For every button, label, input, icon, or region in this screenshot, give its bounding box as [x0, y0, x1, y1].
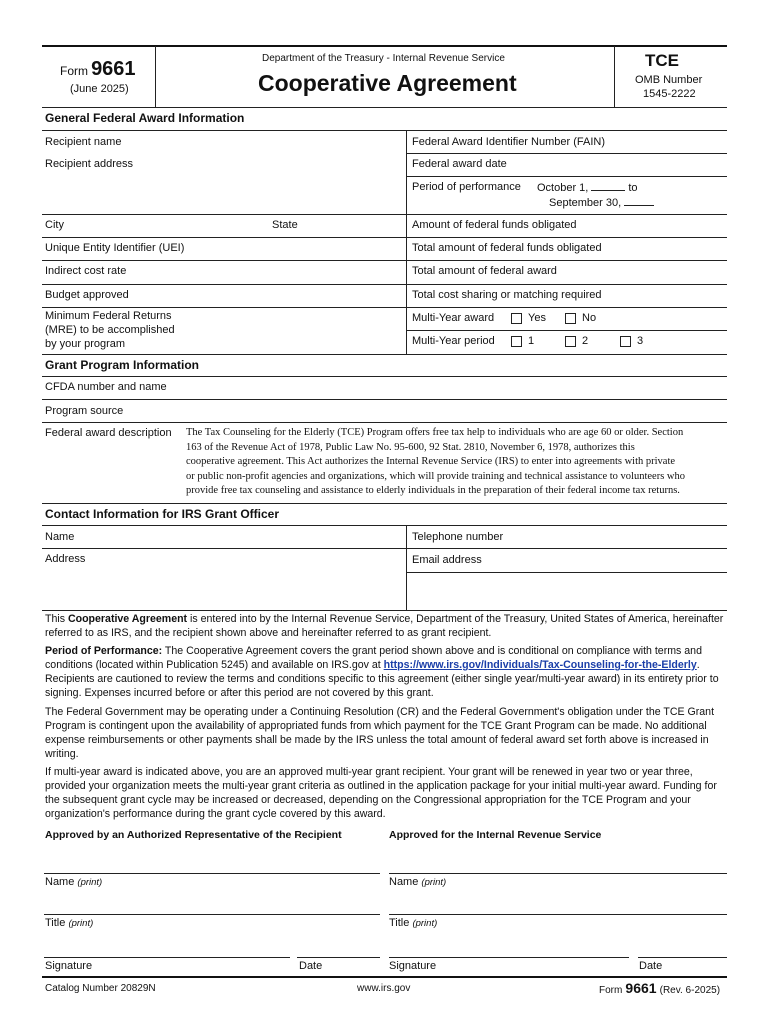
irs-date-caption: Date — [639, 960, 663, 972]
recipient-signature-caption: Signature — [45, 960, 93, 972]
rule — [42, 422, 727, 423]
recipient-approval-heading: Approved by an Authorized Representative of the Recipient — [45, 829, 342, 841]
rule — [42, 525, 727, 526]
no-label: No — [582, 312, 597, 324]
tce-program-link[interactable]: https://www.irs.gov/Individuals/Tax-Counseling-for-the-Elderly — [383, 659, 697, 671]
form-identifier — [60, 58, 136, 81]
period-label: Period of performance — [412, 181, 521, 193]
footer-form-id — [599, 980, 720, 996]
rule — [406, 153, 727, 154]
general-column-divider — [406, 130, 407, 354]
officer-address-field[interactable]: Address — [45, 553, 86, 565]
period-option-2[interactable] — [565, 335, 588, 347]
recipient-name-line[interactable] — [44, 873, 380, 874]
description-line: or public non-profit agencies and organizations, which will provide training and technical assistance to volunteers who — [186, 470, 686, 482]
form-number: 9661 — [91, 58, 136, 80]
rule — [406, 330, 727, 331]
continuing-resolution-paragraph: The Federal Government may be operating under a Continuing Resolution (CR) and the Federal Government's obligation under the TCE Grant Program is contingent upon the availability of appropriated funds from which payment for the TCE Grant Program can be made. No additional expense reimbursements or other payments shall be made by the IRS unless the total amount of federal award set forth above is increased in writing. — [45, 706, 715, 760]
irs-title-caption: Title (print) — [389, 917, 438, 929]
form-prefix: Form — [60, 64, 88, 78]
recipient-name-caption: Name (print) — [45, 876, 103, 888]
description-line: 163 of the Revenue Act of 1978, Public Law No. 95-600, 92 Stat. 2810, November 6, 1978, authorizes this — [186, 441, 635, 453]
period-start-text: October 1, — [537, 182, 589, 194]
contact-column-divider — [406, 525, 407, 610]
period-end-year-blank[interactable] — [624, 196, 654, 206]
header-bottom-rule — [42, 107, 727, 108]
header-divider-right — [614, 46, 615, 107]
footer-form-number: 9661 — [625, 980, 657, 996]
department-name: Department of the Treasury - Internal Revenue Service — [262, 53, 505, 64]
period-end-line — [549, 196, 657, 209]
period-end-text: September 30, — [549, 197, 622, 209]
rule — [42, 260, 727, 261]
recipient-date-caption: Date — [299, 960, 323, 972]
yes-checkbox[interactable] — [511, 313, 522, 324]
omb-number: 1545-2222 — [643, 88, 696, 100]
multiyear-award-label: Multi-Year award — [412, 312, 495, 324]
period-to-text: to — [628, 182, 638, 194]
form-date: (June 2025) — [70, 83, 129, 95]
rule — [406, 572, 727, 573]
period-3-checkbox[interactable] — [620, 336, 631, 347]
section-heading-grant: Grant Program Information — [45, 358, 200, 372]
cost-sharing-field[interactable]: Total cost sharing or matching required — [412, 289, 602, 301]
header-divider-left — [155, 46, 156, 107]
period-1-label: 1 — [528, 335, 535, 347]
irs-name-line[interactable] — [389, 873, 727, 874]
multiyear-yes-option[interactable] — [511, 312, 546, 324]
mre-field[interactable] — [45, 309, 175, 351]
program-code: TCE — [645, 51, 679, 70]
period-start-year-blank[interactable] — [591, 181, 625, 191]
footer-revision: (Rev. 6-2025) — [659, 985, 721, 996]
description-line: The Tax Counseling for the Elderly (TCE) Program offers free tax help to individuals who are age 60 or older. Section — [186, 427, 684, 438]
irs-signature-line[interactable] — [389, 957, 629, 958]
award-description-label: Federal award description — [45, 427, 172, 439]
footer-rule — [42, 976, 727, 978]
program-source-field[interactable]: Program source — [45, 405, 124, 417]
rule — [42, 354, 727, 355]
omb-label: OMB Number — [635, 74, 703, 86]
period-option-3[interactable] — [620, 335, 643, 347]
indirect-cost-field[interactable]: Indirect cost rate — [45, 265, 127, 277]
irs-signature-caption: Signature — [389, 960, 437, 972]
period-option-1[interactable] — [511, 335, 534, 347]
city-field[interactable]: City — [45, 219, 64, 231]
catalog-number: Catalog Number 20829N — [45, 983, 156, 994]
multiyear-paragraph: If multi-year award is indicated above, you are an approved multi-year grant recipient. Your grant will be renewed in year two or year three, provided your organization meets the multi-year grant criteria as outlined in the application package for your initial multi-year award. Funding for the subsequent grant cycle may be increased or decreased, depending on the Congressional appropriation for the TCE Program and your organization's performance during the grant cycle covered by this award. — [45, 766, 717, 820]
period-of-performance-paragraph: Period of Performance: The Cooperative Agreement covers the grant period shown above and is conditional on compliance with terms and conditions (located within Publication 5245) and available on IRS.gov at https://www.irs.gov/Individuals/Tax-Counseling-for-the-Elderly. Recipients are cautioned to review the terms and conditions specific to this agreement (either single year/multi-year award) in its entirety prior to signing. Expenses incurred before or after this period are not covered by this grant. — [45, 645, 719, 699]
recipient-name-field[interactable]: Recipient name — [45, 136, 122, 148]
total-obligated-field[interactable]: Total amount of federal funds obligated — [412, 242, 602, 254]
mre-label-line3: by your program — [45, 338, 126, 350]
mre-label-line2: (MRE) to be accomplished — [45, 324, 175, 336]
yes-label: Yes — [528, 312, 546, 324]
section-heading-general: General Federal Award Information — [45, 111, 245, 125]
period-1-checkbox[interactable] — [511, 336, 522, 347]
irs-name-caption: Name (print) — [389, 876, 447, 888]
rule — [406, 176, 727, 177]
rule — [42, 307, 727, 308]
section-heading-contact: Contact Information for IRS Grant Officer — [45, 507, 280, 521]
period-start-line — [537, 181, 638, 194]
rule — [42, 130, 727, 131]
officer-name-field[interactable]: Name — [45, 531, 75, 543]
period-3-label: 3 — [637, 335, 644, 347]
award-date-field[interactable]: Federal award date — [412, 158, 507, 170]
rule — [42, 376, 727, 377]
award-description-text — [186, 426, 731, 499]
multiyear-period-label: Multi-Year period — [412, 335, 495, 347]
multiyear-no-option[interactable] — [565, 312, 596, 324]
rule — [42, 237, 727, 238]
fain-field[interactable]: Federal Award Identifier Number (FAIN) — [412, 136, 605, 148]
period-2-label: 2 — [582, 335, 589, 347]
officer-telephone-field[interactable]: Telephone number — [412, 531, 504, 543]
irs-title-line[interactable] — [389, 914, 727, 915]
amount-obligated-field[interactable]: Amount of federal funds obligated — [412, 219, 577, 231]
budget-field[interactable]: Budget approved — [45, 289, 129, 301]
form-title: Cooperative Agreement — [258, 70, 517, 96]
rule — [42, 214, 727, 215]
footer-website: www.irs.gov — [357, 983, 411, 994]
recipient-address-field[interactable]: Recipient address — [45, 158, 134, 170]
rule — [42, 284, 727, 285]
recipient-date-line[interactable] — [297, 957, 380, 958]
officer-email-field[interactable]: Email address — [412, 554, 482, 566]
agreement-paragraph: This Cooperative Agreement is entered into by the Internal Revenue Service, Department of the Treasury, United States of America, hereinafter referred to as IRS, and the recipient shown above and hereinafter referred to as grant recipient. — [45, 613, 724, 639]
rule — [42, 503, 727, 504]
rule — [42, 399, 727, 400]
no-checkbox[interactable] — [565, 313, 576, 324]
uei-field[interactable]: Unique Entity Identifier (UEI) — [45, 242, 185, 254]
rule — [42, 610, 727, 611]
description-line: cooperative agreement. This Act authorizes the Internal Revenue Service (IRS) to enter into agreements with private — [186, 456, 676, 467]
total-award-field[interactable]: Total amount of federal award — [412, 265, 557, 277]
recipient-signature-line[interactable] — [44, 957, 290, 958]
rule — [42, 548, 727, 549]
recipient-title-line[interactable] — [44, 914, 380, 915]
period-2-checkbox[interactable] — [565, 336, 576, 347]
state-field[interactable]: State — [272, 219, 298, 231]
recipient-title-caption: Title (print) — [45, 917, 94, 929]
description-line: provide free tax counseling and assistance to elderly individuals in the preparation of their federal income tax returns. — [186, 485, 680, 496]
irs-approval-heading: Approved for the Internal Revenue Service — [389, 829, 602, 841]
irs-date-line[interactable] — [638, 957, 727, 958]
cfda-field[interactable]: CFDA number and name — [45, 381, 167, 393]
mre-label-line1: Minimum Federal Returns — [45, 310, 172, 322]
header-top-rule — [42, 45, 727, 47]
footer-form-prefix: Form — [599, 985, 623, 996]
